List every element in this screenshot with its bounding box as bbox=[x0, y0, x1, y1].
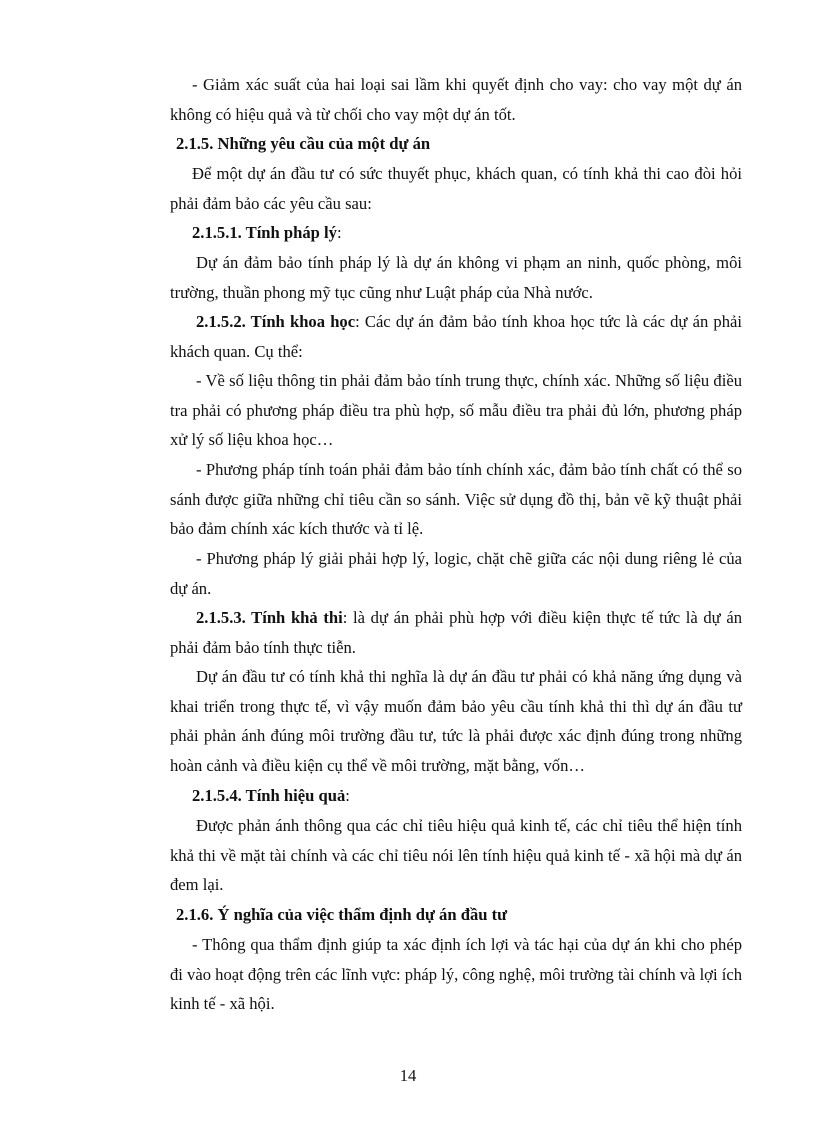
subheading-2-1-5-1-colon: : bbox=[336, 223, 342, 242]
bullet-calculation-method: - Phương pháp tính toán phải đảm bảo tính chính xác, đảm bảo tính chất có thể so sánh được giữa những chỉ tiêu cần so sánh. Việc sử dụng đồ thị, bản vẽ kỹ thuật phải bảo đảm chính xác kích thước và tỉ lệ. bbox=[170, 460, 742, 538]
page-number: 14 bbox=[399, 1066, 417, 1085]
paragraph-requirements-intro: Để một dự án đầu tư có sức thuyết phục, khách quan, có tính khả thi cao đòi hỏi phải đảm bảo các yêu cầu sau: bbox=[170, 164, 742, 213]
subheading-2-1-5-3 bbox=[170, 603, 742, 662]
paragraph-effectiveness: Được phản ánh thông qua các chỉ tiêu hiệu quả kinh tế, các chỉ tiêu thể hiện tính khả thi về mặt tài chính và các chỉ tiêu nói lên tính hiệu quả kinh tế - xã hội mà dự án đem lại. bbox=[170, 816, 742, 894]
heading-2-1-5: 2.1.5. Những yêu cầu của một dự án bbox=[176, 134, 431, 153]
subheading-2-1-5-1 bbox=[192, 218, 342, 248]
paragraph-legal: Dự án đảm bảo tính pháp lý là dự án không vi phạm an ninh, quốc phòng, môi trường, thuần phong mỹ tục cũng như Luật pháp của Nhà nước. bbox=[170, 253, 742, 302]
subheading-2-1-5-4-title: 2.1.5.4. Tính hiệu quả bbox=[192, 786, 346, 805]
bullet-data-accuracy: - Về số liệu thông tin phải đảm bảo tính trung thực, chính xác. Những số liệu điều tra phải có phương pháp điều tra phù hợp, số mẫu điều tra phải đủ lớn, phương pháp xử lý số liệu khoa học… bbox=[170, 371, 742, 449]
subheading-2-1-5-1-title: 2.1.5.1. Tính pháp lý bbox=[192, 223, 337, 242]
subheading-2-1-5-2-text: : Các dự án đảm bảo tính khoa học tức là các dự án phải khách quan. Cụ thể: bbox=[170, 312, 742, 361]
paragraph-appraisal-meaning: - Thông qua thẩm định giúp ta xác định ích lợi và tác hại của dự án khi cho phép đi vào hoạt động trên các lĩnh vực: pháp lý, công nghệ, môi trường tài chính và lợi ích kinh tế - xã hội. bbox=[170, 935, 742, 1013]
subheading-2-1-5-3-text: : là dự án phải phù hợp với điều kiện thực tế tức là dự án phải đảm bảo tính thực tiễn. bbox=[170, 608, 742, 657]
subheading-2-1-5-3-title: 2.1.5.3. Tính khả thi bbox=[196, 608, 343, 627]
subheading-2-1-5-4-colon: : bbox=[345, 786, 350, 805]
paragraph-feasibility: Dự án đầu tư có tính khả thi nghĩa là dự án đầu tư phải có khả năng ứng dụng và khai triển trong thực tế, vì vậy muốn đảm bảo yêu cầu tính khả thi thì dự án đầu tư phải phản ánh đúng môi trường đầu tư, tức là phải được xác định đúng trong những hoàn cảnh và điều kiện cụ thể về môi trường, mặt bằng, vốn… bbox=[170, 667, 742, 775]
subheading-2-1-5-4 bbox=[192, 781, 350, 811]
heading-2-1-6: 2.1.6. Ý nghĩa của việc thẩm định dự án đầu tư bbox=[176, 905, 508, 924]
subheading-2-1-5-2-title: 2.1.5.2. Tính khoa học bbox=[196, 312, 356, 331]
paragraph-loan-risk: - Giảm xác suất của hai loại sai lầm khi quyết định cho vay: cho vay một dự án không có hiệu quả và từ chối cho vay một dự án tốt. bbox=[170, 75, 742, 124]
bullet-reasoning-method: - Phương pháp lý giải phải hợp lý, logic, chặt chẽ giữa các nội dung riêng lẻ của dự án. bbox=[170, 549, 742, 598]
subheading-2-1-5-2 bbox=[170, 307, 742, 366]
